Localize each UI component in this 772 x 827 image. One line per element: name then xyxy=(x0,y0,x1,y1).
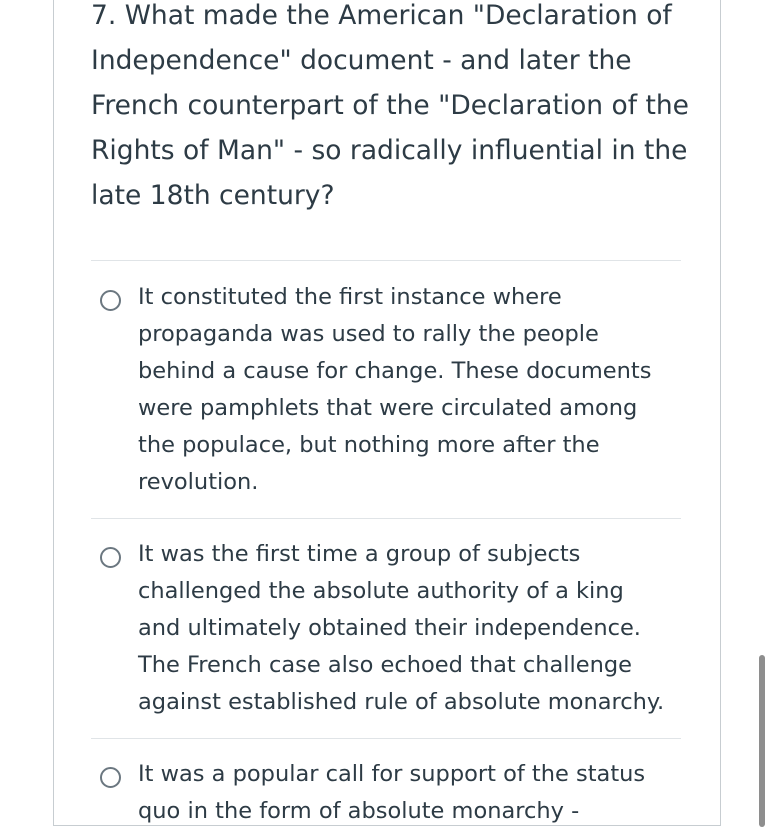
radio-button[interactable] xyxy=(100,767,121,788)
question-text: 7. What made the American "Declaration of Independence" document - and later the French counterpart of the "Declaration of the Rights of Man" - so radically influential in the late 18th century? xyxy=(91,0,689,211)
divider xyxy=(91,738,681,739)
answer-option-label: It was the first time a group of subjects challenged the absolute authority of a king and ultimately obtained their independence. The French case also echoed that challenge against established rule of absolute monarchy. xyxy=(138,541,665,715)
answer-option-1[interactable] xyxy=(100,284,680,495)
radio-button[interactable] xyxy=(100,290,121,311)
answer-option-label: It constituted the first instance where propaganda was used to rally the people behind a cause for change. These documents were pamphlets that were circulated among the populace, but nothing more after the revolution. xyxy=(138,284,652,495)
divider xyxy=(91,518,681,519)
answer-option-2[interactable] xyxy=(100,543,680,723)
divider xyxy=(91,260,681,261)
answer-option-3[interactable] xyxy=(100,763,680,827)
radio-button[interactable] xyxy=(100,547,121,568)
scrollbar-thumb[interactable] xyxy=(759,655,765,827)
answer-option-label: It was a popular call for support of the status quo in the form of absolute monarchy - xyxy=(138,761,646,824)
